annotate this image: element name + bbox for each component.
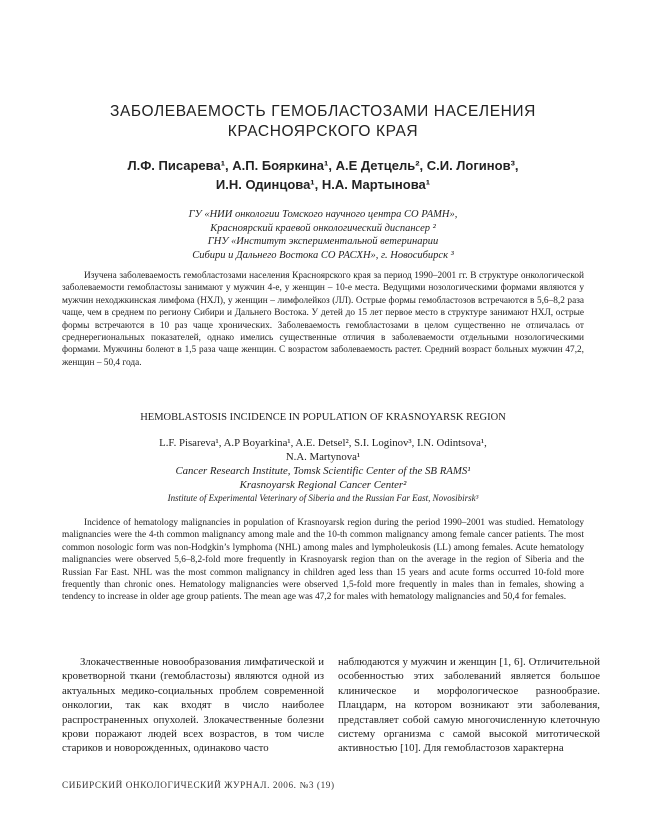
affiliation-ru-1: ГУ «НИИ онкологии Томского научного центра СО РАМН», <box>188 209 458 220</box>
authors-en <box>110 436 536 464</box>
abstract-en: Incidence of hematology malignancies in population of Krasnoyarsk region during the period 1990–2001 was studied. Hematology malignancies were the 4-th common malignancy among male and the 10-th common malignancy among female cancer patients. The most common nosologic form was non-Hodgkin’s lymphoma (NHL) among males and lympholeukosis (LL) among females. Acute hematology malignancies were observed 5,6–8,2-fold more frequently in Krasnoyarsk region than on the average in the region of Siberia and the Russian Far East. NHL was the most common malignancy in children aged less than 15 years and acute forms occurred 10-fold more frequently than chronic ones. Hematology malignancies were observed 1,5-fold more frequently in males than in females, showing a tendency to increase in older age group patients. The mean age was 47,2 for males with hematology malignancies and 50,4 for females. <box>62 518 584 603</box>
authors-ru-line-1: Л.Ф. Писарева¹, А.П. Бояркина¹, А.Е Детцель², С.И. Логинов³, <box>127 158 519 173</box>
authors-en-line-2: N.A. Martynova¹ <box>285 451 361 463</box>
affiliation-en-3: Institute of Experimental Veterinary of Siberia and the Russian Far East, Novosibirsk³ <box>167 493 479 503</box>
title-line-1: ЗАБОЛЕВАЕМОСТЬ ГЕМОБЛАСТОЗАМИ НАСЕЛЕНИЯ <box>110 103 536 120</box>
affiliations-en <box>110 464 536 505</box>
abstract-ru: Изучена заболеваемость гемобластозами населения Красноярского края за период 1990–2001 гг. В структуре онкологической заболеваемости гемобластозы занимают у мужчин 4-е, у женщин – 10-е места. Ведущими нозологическими формами являются у мужчин неходжкинская лимфома (НХЛ), у женщин – лимфолейкоз (ЛЛ). Острые формы гемобластозов встречаются в 5,6–8,2 раза чаще, чем в среднем по региону Сибири и Дальнего Востока. У детей до 15 лет первое место в структуре занимают НХЛ, острые формы встречаются в 10 раз чаще хронических. Заболеваемость гемобластозами в целом существенно не отличалась от среднерегиональных показателей, однако имелись существенные отличия в заболеваемости отдельными нозологическими формами. Мужчины болеют в 1,5 раза чаще женщин. С возрастом заболеваемость растет. Средний возраст больных мужчин 47,2, женщин – 50,4 года. <box>62 271 584 368</box>
affiliation-ru-3: ГНУ «Институт экспериментальной ветеринарии <box>207 236 439 247</box>
body-column-right: наблюдаются у мужчин и женщин [1, 6]. Отличительной особенностью этих заболеваний является большое клиническое и морфологическое разнообразие. Плацдарм, на котором возникают эти заболевания, представляет собой самую многочисленную клеточную систему организма с самой высокой митотической активностью [10]. Для гемобластозов характерна <box>338 656 600 755</box>
title-line-2: КРАСНОЯРСКОГО КРАЯ <box>227 123 419 140</box>
article-title-ru <box>60 102 586 142</box>
body-column-left: Злокачественные новообразования лимфатической и кроветворной ткани (гемобластозы) являются одной из актуальных медико-социальных проблем современной онкологии, так как входят в число наиболее распространенных опухолей. Злокачественные болезни крови поражают людей всех возрастов, в том числе стариков и новорожденных, одинаково часто <box>62 656 324 755</box>
authors-ru <box>60 156 586 194</box>
affiliations-ru <box>140 208 506 262</box>
authors-en-line-1: L.F. Pisareva¹, A.P Boyarkina¹, A.E. Detsel², S.I. Loginov³, I.N. Odintsova¹, <box>159 437 487 449</box>
affiliation-en-2: Krasnoyarsk Regional Cancer Center² <box>239 479 407 491</box>
affiliation-ru-2: Красноярский краевой онкологический диспансер ² <box>210 222 436 234</box>
affiliation-en-1: Cancer Research Institute, Tomsk Scientific Center of the SB RAMS¹ <box>175 465 471 477</box>
article-title-en: HEMOBLASTOSIS INCIDENCE IN POPULATION OF KRASNOYARSK REGION <box>140 412 506 423</box>
journal-footer: СИБИРСКИЙ ОНКОЛОГИЧЕСКИЙ ЖУРНАЛ. 2006. №3 (19) <box>62 780 335 790</box>
affiliation-ru-4: Сибири и Дальнего Востока СО РАСХН», г. Новосибирск ³ <box>192 249 454 261</box>
authors-ru-line-2: И.Н. Одинцова¹, Н.А. Мартынова¹ <box>215 177 431 192</box>
